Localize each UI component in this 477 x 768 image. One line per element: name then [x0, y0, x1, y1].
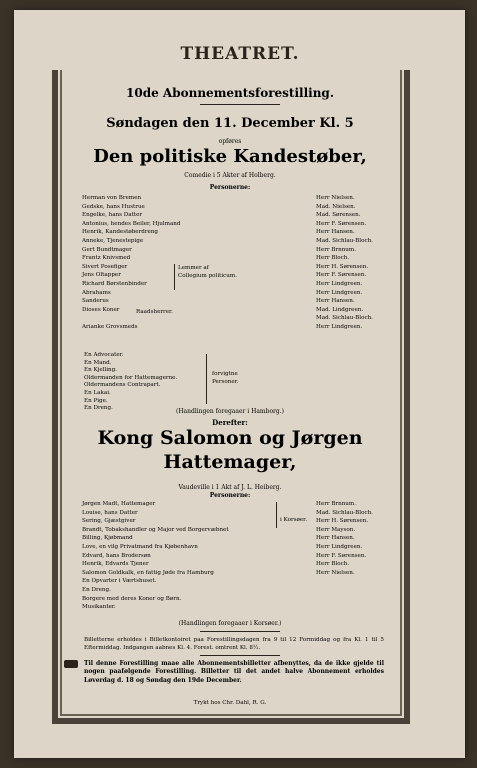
extra-role: En Pige. — [84, 397, 108, 404]
role-name: Frantz Knivsmed — [82, 255, 131, 262]
collegium-label: Lemmer af Collegium politicum. — [178, 265, 237, 279]
cast-row — [82, 543, 382, 552]
role-name: Gert Bundtmager — [82, 246, 132, 253]
divider — [200, 104, 280, 105]
extra-role: En Dreng. — [84, 405, 113, 412]
role-name: Musikanter. — [82, 604, 116, 611]
cast-row — [82, 577, 382, 586]
extras-note: forvigtne Personer. — [212, 371, 239, 385]
cast-row — [82, 323, 382, 332]
theatre-title: THEATRET. — [180, 44, 300, 64]
cast-row — [82, 237, 382, 246]
derefter-label: Derefter: — [212, 418, 248, 427]
role-name: Edvard, hans Brodersøn — [82, 552, 151, 559]
role-name: Herman von Bremen — [82, 195, 142, 201]
role-name: Antonius, hendes Beiler, Hjulmand — [82, 220, 181, 227]
korsoer-label: i Korsøer. — [280, 517, 308, 523]
cast-row — [82, 517, 382, 526]
play2-title — [60, 426, 400, 474]
raadsherrer-label: Raadsherrer. — [136, 309, 173, 315]
opfores-label: opføres — [218, 138, 242, 145]
role-name: Abrahams — [82, 289, 111, 296]
actor-name: Herr Brnnum. — [316, 501, 356, 507]
cast-row — [82, 306, 382, 315]
actor-name: Herr F. Sørensen. — [316, 272, 367, 279]
actor-name: Herr Bloch. — [316, 255, 350, 262]
actor-name: Herr Lindgreen. — [316, 280, 363, 287]
extra-role: En Lakai. — [84, 389, 111, 396]
extra-role: En Advocater. — [84, 352, 124, 358]
brace — [174, 264, 175, 290]
actor-name: Herr Nielsen. — [316, 569, 355, 576]
divider — [200, 631, 280, 632]
role-name: Sanderus — [82, 298, 109, 305]
cast-row — [82, 228, 382, 237]
role-name: Arianke Grovsmeds — [82, 323, 138, 330]
actor-name: Herr Hansen. — [316, 298, 355, 305]
play2-cast-list — [82, 500, 382, 612]
actor-name: Herr Brnnum. — [316, 246, 356, 253]
role-name: Richard Børstenbinder — [82, 280, 147, 287]
cast-row — [82, 254, 382, 263]
performance-date: Søndagen den 11. December Kl. 5 — [106, 116, 354, 131]
cast-row — [82, 603, 382, 612]
cast-row — [82, 526, 382, 535]
actor-name: Herr Hansen. — [316, 229, 355, 236]
cast-row — [82, 595, 382, 604]
actor-name: Herr H. Sørensen. — [316, 263, 369, 270]
play2-cast-heading: Personerne: — [209, 492, 251, 499]
cast-row — [82, 297, 382, 306]
role-name: Engelke, hans Datter — [82, 212, 143, 219]
play2-title-line2: Hattemager, — [163, 451, 297, 473]
role-name: Brandt, Tobakshandler og Major ved Borgervæbnet — [82, 526, 229, 533]
role-name: Gedske, hans Hustrue — [82, 203, 145, 210]
role-name: Billing, Kjøbmand — [82, 535, 133, 542]
role-name: Jørgen Madt, Hattemager — [82, 501, 156, 507]
play2-title-line1: Kong Salomon og Jørgen — [97, 427, 363, 449]
extra-role: En Mand. — [84, 359, 112, 366]
role-name: Love, en vilg Privatmand fra Kjøbenhavn — [82, 543, 198, 550]
actor-name: Mad. Nielsen. — [316, 203, 356, 210]
role-name: Sering, Gjæstgiver — [82, 518, 136, 525]
actor-name: Herr Mayson. — [316, 526, 356, 533]
play1-subtitle: Comedie i 5 Akter af Holberg. — [184, 172, 276, 179]
cast-row — [82, 246, 382, 255]
cast-row — [82, 509, 382, 518]
cast-row — [82, 586, 382, 595]
role-name: Henrik, Kandestøberdreng — [82, 229, 159, 236]
cast-row — [82, 280, 382, 289]
role-name: Henrik, Edvards Tjener — [82, 561, 149, 568]
extra-role: Oldermandens Contrapart. — [84, 382, 161, 389]
actor-name: Herr H. Sørensen. — [316, 518, 369, 525]
actor-name: Herr Lindgreen. — [316, 323, 363, 330]
actor-name: Mad. Sichlau-Bloch. — [316, 315, 373, 322]
actor-name: Mad. Sørensen. — [316, 212, 361, 219]
play1-location: (Handlingen foregaaer i Hamborg.) — [175, 408, 285, 415]
actor-name: Herr Bloch. — [316, 561, 350, 568]
cast-row — [82, 560, 382, 569]
abonnement-info: Til denne Forestilling maae alle Abonnementsbilletter afbenyttes, da de ikke gjelde til nogen paafølgende Forestilling. Billetter til det andet halve Abonnement erholdes Løverdag d. 18 og Søndag den 19de December. — [84, 660, 384, 684]
role-name: Sivert Posefiger — [82, 263, 128, 270]
actor-name: Herr Lindgreen. — [316, 289, 363, 296]
actor-name: Herr Hansen. — [316, 535, 355, 542]
actor-name: Mad. Lindgreen. — [316, 306, 364, 313]
cast-row — [82, 220, 382, 229]
play1-cast-list — [82, 194, 382, 332]
role-name: En Opvarter i Værtshuset. — [82, 578, 157, 585]
brace — [206, 354, 207, 404]
play2-location: (Handlingen foregaaer i Korsøer.) — [178, 620, 282, 627]
pointing-hand-icon — [64, 660, 78, 668]
cast-row — [82, 534, 382, 543]
cast-row — [82, 569, 382, 578]
role-name: Jens Oltapper — [82, 272, 121, 279]
play1-cast-heading: Personerne: — [209, 184, 251, 191]
actor-name: Mad. Sichlau-Bloch. — [316, 509, 373, 516]
actor-name: Herr F. Sørensen. — [316, 220, 367, 227]
cast-row — [82, 314, 382, 323]
brace — [276, 502, 277, 528]
extra-role: En Kjelling. — [84, 367, 118, 374]
cast-row — [82, 194, 382, 203]
actor-name: Herr Nielsen. — [316, 195, 355, 201]
performance-number: 10de Abonnementsforestilling. — [126, 86, 334, 100]
role-name: Salomon Goldkalk, en fattig Jøde fra Hamburg — [82, 569, 214, 576]
actor-name: Herr Lindgreen. — [316, 543, 363, 550]
role-name: Borgere med deres Koner og Børn. — [82, 595, 182, 602]
divider — [200, 655, 280, 656]
role-name: En Dreng. — [82, 586, 111, 593]
cast-row — [82, 203, 382, 212]
ticket-info: Billetterne erholdes i Billetkontoiret paa Forestillingsdagen fra 9 til 12 Formiddag og fra Kl. 1 til 5 Eftermiddag. Indgangen aabnes Kl. 4. Forest. omtrent Kl. 8½. — [84, 637, 384, 651]
play1-title: Den politiske Kandestøber, — [93, 146, 367, 167]
extra-role: Oldermanden for Hattemagerne. — [84, 374, 178, 381]
actor-name: Mad. Sichlau-Bloch. — [316, 237, 373, 244]
play2-subtitle: Vaudeville i 1 Akt af J. L. Heiberg. — [178, 484, 282, 491]
cast-row — [82, 500, 382, 509]
role-name: Anneke, Tjenestepige — [82, 237, 144, 244]
actor-name: Herr F. Sørensen. — [316, 552, 367, 559]
role-name: Louise, hans Datter — [82, 509, 138, 516]
printer-credit: Trykt hos Chr. Dahl, R. G. — [193, 700, 267, 706]
cast-row — [82, 552, 382, 561]
cast-row — [82, 289, 382, 298]
cast-row — [82, 211, 382, 220]
role-name: Dioses Koner — [82, 306, 120, 313]
